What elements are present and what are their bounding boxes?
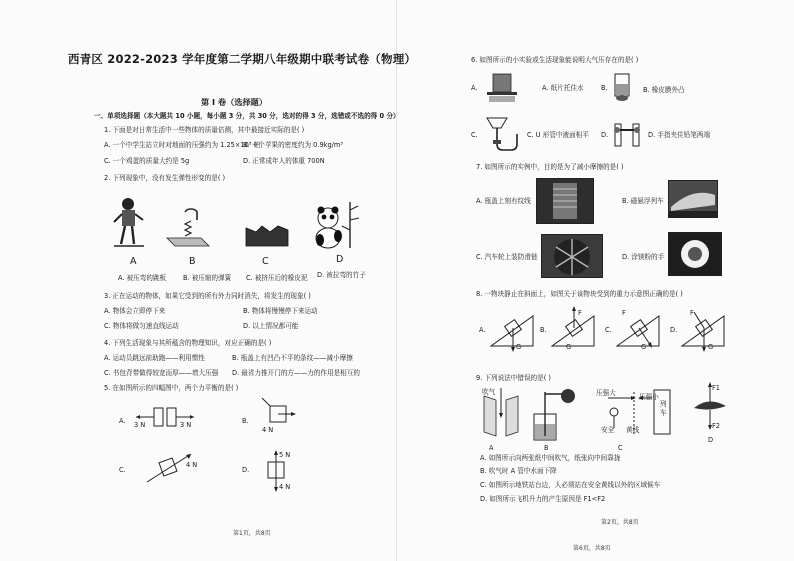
q9-figure-label-c: C bbox=[618, 444, 623, 452]
q6-figure-b bbox=[611, 70, 633, 104]
q1-option-a: A. 一个中学生站立时对地面的压强约为 1.25×10³ 帕 bbox=[104, 141, 261, 149]
q8-c-force-f: F bbox=[622, 309, 626, 317]
q4-option-b: B. 瓶盖上有凹凸不平的条纹——减小摩擦 bbox=[232, 354, 353, 362]
q5-c-force: 4 N bbox=[186, 461, 198, 469]
q5-option-c-letter: C. bbox=[119, 466, 126, 474]
q6-option-a: A. 纸片托住水 bbox=[542, 84, 584, 92]
q8-stem: 8. 一物块静止在斜面上，如图关于该物块受到的重力示意图正确的是( ) bbox=[476, 290, 683, 298]
q8-b-force-f: F bbox=[578, 309, 582, 317]
q9-c-safe-label: 安全 bbox=[601, 426, 615, 434]
q3-option-a: A. 物体会立即停下来 bbox=[104, 307, 166, 315]
q7-photo-b-maglev-train bbox=[668, 180, 718, 218]
q6-option-d: D. 手指夹住铅笔两端 bbox=[648, 131, 711, 139]
q2-option-d: D. 被拉弯的竹子 bbox=[317, 271, 366, 279]
q5-d-top-force: 5 N bbox=[279, 451, 291, 459]
q5-option-a-letter: A. bbox=[119, 417, 126, 425]
q4-stem: 4. 下列生活现象与其所蕴含的物理知识，对应正确的是( ) bbox=[104, 339, 272, 347]
q2-figure-b-spring bbox=[165, 208, 209, 248]
q2-figure-label-a: A bbox=[130, 256, 137, 267]
q7-option-b: B. 磁悬浮列车 bbox=[622, 197, 664, 205]
q9-c-yellow-line-label: 黄线 bbox=[626, 426, 640, 434]
q5-d-bottom-force: 4 N bbox=[279, 483, 291, 491]
q6-letter-a-fig: A. bbox=[471, 84, 478, 92]
q8-figure-b bbox=[550, 306, 596, 352]
q8-option-d-letter: D. bbox=[670, 326, 678, 334]
q6-stem: 6. 如图所示的小实验或生活现象能说明大气压存在的是( ) bbox=[471, 56, 639, 64]
q2-option-b: B. 被压缩的弹簧 bbox=[183, 274, 232, 282]
q6-figure-a bbox=[485, 72, 519, 104]
part-one-header: 一、单项选择题（本大题共 10 小题，每小题 3 分，共 30 分，选对的得 3 分，选错或不选的得 0 分） bbox=[94, 112, 400, 120]
q4-option-a: A. 运动员跳远前助跑——利用惯性 bbox=[104, 354, 205, 362]
q8-a-force-g: G bbox=[516, 343, 522, 351]
q9-option-c: C. 如图所示地铁站台边，人必须站在安全黄线以外的区域候车 bbox=[480, 481, 661, 489]
q7-photo-a-bottle-cap bbox=[536, 178, 594, 224]
q6-letter-d-fig: D. bbox=[601, 131, 609, 139]
q1-option-c: C. 一个鸡蛋的质量大约是 5g bbox=[104, 157, 190, 165]
q3-stem: 3. 正在运动的物体，如果它受到的所有外力同时消失，将发生的现象( ) bbox=[104, 292, 311, 300]
q2-figure-a-diver bbox=[112, 196, 146, 252]
q3-option-d: D. 以上情况都可能 bbox=[243, 322, 299, 330]
q7-option-c: C. 汽车轮上装防滑链 bbox=[476, 253, 538, 261]
exam-title: 西青区 2022-2023 学年度第二学期八年级期中联考试卷（物理） bbox=[68, 52, 417, 66]
q8-b-force-g: G bbox=[566, 343, 572, 351]
q9-stem: 9. 下列说法中错误的是( ) bbox=[476, 374, 551, 382]
q2-figure-label-d: D bbox=[336, 254, 344, 265]
q7-photo-d-chalk-hands bbox=[668, 232, 722, 276]
page-divider bbox=[396, 0, 397, 561]
left-page-footer: 第1页，共8页 bbox=[233, 530, 271, 537]
q7-option-d: D. 涂镁粉的手 bbox=[622, 253, 665, 261]
q2-figure-label-c: C bbox=[262, 256, 269, 267]
q9-figure-label-a: A bbox=[489, 444, 494, 452]
q9-c-low-pressure-label: 压强小 bbox=[639, 393, 659, 401]
q9-figure-label-d: D bbox=[708, 436, 714, 444]
q2-figure-c-clay bbox=[244, 222, 290, 250]
q1-option-b: B. 一个苹果的密度约为 0.9kg/m³ bbox=[243, 141, 343, 149]
right-page bbox=[397, 0, 794, 561]
right-page-footer-top: 第2页，共8页 bbox=[601, 519, 639, 526]
q2-figure-d-panda bbox=[312, 200, 362, 252]
q8-option-b-letter: B. bbox=[540, 326, 547, 334]
q4-option-c: C. 书包背带做得较宽而厚——增大压强 bbox=[104, 369, 219, 377]
q9-figure-label-b: B bbox=[544, 444, 549, 452]
q4-option-d: D. 最省力推开门的方——力的作用是相互的 bbox=[232, 369, 360, 377]
q3-option-c: C. 物体将做匀速直线运动 bbox=[104, 322, 179, 330]
q1-option-d: D. 正常成年人的体重 700N bbox=[243, 157, 325, 165]
right-page-footer-bottom: 第6页，共8页 bbox=[573, 545, 611, 552]
q8-figure-d bbox=[680, 306, 726, 352]
q8-option-c-letter: C. bbox=[605, 326, 612, 334]
q6-letter-b-fig: B. bbox=[601, 84, 608, 92]
q9-a-blow-label: 吹气 bbox=[482, 388, 496, 396]
q6-figure-c bbox=[485, 114, 525, 152]
q5-b-force: 4 N bbox=[262, 426, 274, 434]
q6-letter-c-fig: C. bbox=[471, 131, 478, 139]
q2-stem: 2. 下列现象中，没有发生弹性形变的是( ) bbox=[104, 174, 226, 182]
q8-option-a-letter: A. bbox=[479, 326, 486, 334]
q7-stem: 7. 如图所示的实例中，目的是为了减小摩擦的是( ) bbox=[476, 163, 624, 171]
q9-d-f1-label: F1 bbox=[712, 384, 720, 392]
q5-a-right-force: 3 N bbox=[180, 421, 192, 429]
q2-option-a: A. 被压弯的跳板 bbox=[118, 274, 167, 282]
q8-d-force-g: G bbox=[708, 343, 714, 351]
section-title: 第 I 卷（选择题） bbox=[201, 97, 268, 107]
q8-figure-a bbox=[489, 306, 535, 352]
q9-c-train-label: 列车 bbox=[660, 400, 667, 417]
q2-option-c: C. 被挤压后的橡皮泥 bbox=[246, 274, 308, 282]
q6-option-b: B. 橡皮膜外凸 bbox=[643, 86, 685, 94]
q5-a-left-force: 3 N bbox=[134, 421, 146, 429]
q8-c-force-g: G bbox=[641, 343, 647, 351]
q9-option-a: A. 如图所示向两张纸中间吹气，纸张向中间靠拢 bbox=[480, 454, 621, 462]
q6-figure-d bbox=[611, 114, 645, 150]
q9-option-d: D. 如图所示飞机升力的产生原因是 F1<F2 bbox=[480, 495, 606, 503]
q1-stem: 1. 下面是对日常生活中一些物体的质量估测，其中最接近实际的是( ) bbox=[104, 126, 305, 134]
q6-option-c: C. U 形管中液面相平 bbox=[527, 131, 589, 139]
q9-figure-d-wing-lift bbox=[690, 378, 730, 434]
q5-option-b-letter: B. bbox=[242, 417, 249, 425]
q5-option-d-letter: D. bbox=[242, 466, 250, 474]
q9-option-b: B. 吹气时 A 管中水面下降 bbox=[480, 467, 557, 475]
q2-figure-label-b: B bbox=[189, 256, 196, 267]
q9-d-f2-label: F2 bbox=[712, 422, 720, 430]
q5-stem: 5. 在如图所示的四幅图中，两个力平衡的是( ) bbox=[104, 384, 239, 392]
q7-photo-c-snow-chain bbox=[541, 234, 603, 278]
q7-option-a: A. 瓶盖上刻有纹线 bbox=[476, 197, 531, 205]
q3-option-b: B. 物体将慢慢停下来运动 bbox=[243, 307, 318, 315]
q9-figure-b-tube-blowing bbox=[528, 384, 576, 444]
q8-d-force-f: F bbox=[690, 309, 694, 317]
q9-c-high-pressure-label: 压强大 bbox=[596, 389, 616, 397]
